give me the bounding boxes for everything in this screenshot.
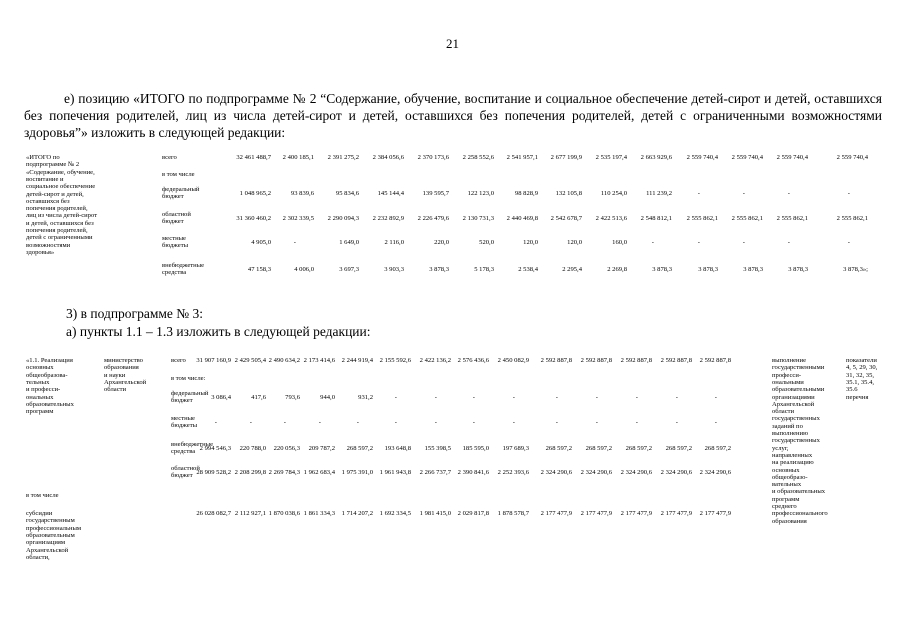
table1-cell: 220,0 (434, 238, 449, 246)
table1-name-line: оставшихся без (26, 197, 70, 205)
table2-cell: 2 208 299,8 (234, 468, 266, 476)
table2-result-line: государственными (772, 364, 825, 372)
table2-subsidy-cell: 1 714 207,2 (341, 510, 373, 517)
table1-cell: 3 878,3 (698, 265, 718, 273)
table2-subsidy-cell: 1 878 578,7 (497, 510, 529, 517)
table2-result-line: образовательными (772, 386, 825, 394)
table2-row-label: бюджет (171, 472, 193, 480)
table2-cell: 2 155 592,6 (379, 357, 411, 364)
table2-executor-line: образования (104, 364, 139, 372)
table1-name-line: детей с ограниченными (26, 234, 93, 242)
table2-cell: 2 324 290,6 (620, 468, 652, 476)
table2-row-label: в том числе: (171, 375, 206, 382)
table2-name-line: и професси- (26, 386, 61, 394)
table1-row-label: областной (162, 211, 191, 218)
page-number: 21 (446, 36, 459, 51)
table1-cell: 93 839,6 (290, 189, 314, 197)
table1-cell: - (742, 238, 745, 246)
table2-cell: 2 592 887,8 (660, 357, 692, 364)
table1-cell: 2 440 469,8 (506, 214, 538, 222)
table2-subsidy-cell: 1 861 334,3 (303, 510, 335, 517)
table1-cell: 4 006,0 (294, 265, 314, 273)
table2-cell: 1 961 943,8 (379, 468, 411, 476)
table1-row-label: внебюджетные (162, 262, 205, 269)
table1-cell: 47 158,3 (247, 265, 271, 273)
table2-cell: 2 592 887,8 (620, 357, 652, 364)
table1-name-line: здоровья» (26, 248, 55, 256)
table2-cell: - (635, 418, 638, 426)
table1-cell: 3 878,3 (429, 265, 449, 273)
table2-cell: - (555, 418, 558, 426)
table2-cell: - (472, 418, 475, 426)
table2-cell: 2 592 887,8 (580, 357, 612, 364)
table1-cell: 3 878,3 (743, 265, 763, 273)
table1-cell: 2 130 731,3 (462, 214, 494, 222)
table1-cell: 2 232 892,9 (372, 214, 404, 222)
table2-subsidy-line: профессиональным (26, 524, 82, 532)
table2-subsidy-line: субсидии (26, 510, 53, 517)
table2-subsidy-line: области, (26, 553, 50, 561)
table1-cell: 98 828,9 (514, 189, 538, 197)
table2-subsidy-cell: 2 177 477,9 (699, 510, 731, 517)
table1-cell: 3 903,3 (384, 265, 404, 273)
section-3-heading: 3) в подпрограмме № 3: (66, 306, 204, 321)
table1-cell: - (651, 238, 654, 246)
table2-name-line: «1.1. Реализация (26, 357, 73, 364)
table2-cell: 2 429 505,4 (234, 357, 266, 364)
table2-row-label: средства (171, 448, 196, 456)
table2-row-label: всего (171, 357, 186, 364)
table2-subsidy-line: Архангельской (26, 546, 69, 554)
table2-cell: 3 086,4 (211, 393, 231, 401)
table2-cell: - (249, 418, 252, 426)
table2-indicator-line: 4, 5, 29, 30, (846, 364, 878, 372)
table1-cell: 160,0 (612, 238, 627, 246)
table2-result-line: Архангельской (772, 400, 815, 408)
table2-cell: 2 324 290,6 (699, 468, 731, 476)
table2-name-line: тельных (26, 378, 50, 386)
table2-cell: - (434, 393, 437, 401)
table2-cell: 417,6 (251, 393, 266, 401)
table1-row-label: федеральный (162, 186, 200, 193)
table1-cell: 139 595,7 (422, 189, 449, 197)
table2-subsidy-cell: 26 028 082,7 (196, 510, 231, 517)
table2-indicator-line: 35.6 (846, 386, 858, 394)
table2-cell: - (675, 418, 678, 426)
table2-cell: 1 975 391,0 (341, 468, 373, 476)
table1-cell: 2 535 197,4 (595, 154, 627, 161)
table2-cell: 155 398,5 (424, 444, 451, 452)
table1-cell: 1 048 965,2 (239, 189, 271, 197)
table1-cell: 4 905,0 (251, 238, 271, 246)
table2-cell: 220 788,0 (239, 444, 266, 452)
table1-cell: 122 123,0 (467, 189, 494, 197)
table1-cell: 111 239,2 (646, 189, 672, 197)
table2-result-line: профессионального (772, 510, 828, 518)
table1-cell: - (697, 238, 700, 246)
table2-cell: 2 592 887,8 (699, 357, 731, 364)
table2-result-line: професси- (772, 371, 802, 379)
table2-cell: - (283, 418, 286, 426)
table2-subsidy-cell: 1 981 415,0 (419, 510, 451, 517)
table2-result-line: выполнению (772, 430, 809, 437)
table1-cell: 2 258 552,6 (462, 154, 494, 161)
table2-subsidy-cell: 2 029 817,8 (457, 510, 489, 517)
table1-cell: 3 878,3»; (843, 265, 868, 273)
table1-cell: 2 541 957,1 (506, 154, 538, 161)
table1-cell: 32 461 488,7 (236, 154, 271, 161)
table1-cell: 120,0 (523, 238, 538, 246)
table2-cell: - (675, 393, 678, 401)
table2-cell: 2 390 841,6 (457, 468, 489, 476)
table2-row-label: областной (171, 465, 200, 472)
table2-cell: 2 592 887,8 (540, 357, 572, 364)
table1-cell: - (787, 189, 790, 197)
table1-cell: 3 878,3 (788, 265, 808, 273)
table1-cell: 2 542 678,7 (550, 214, 582, 222)
table1-row-label: бюджеты (162, 242, 189, 250)
table2-indicator-line: 35.1, 35.4, (846, 378, 875, 386)
table2-row-label: внебюджетные (171, 441, 214, 448)
table1-cell: 95 834,6 (335, 189, 359, 197)
table1-row-label: всего (162, 154, 177, 161)
table2-subsidy-cell: 2 177 477,9 (620, 510, 652, 517)
table2-cell: 2 994 546,3 (199, 444, 231, 452)
table2-cell: - (512, 418, 515, 426)
table2-result-line: государственных (772, 437, 820, 445)
table2-cell: - (512, 393, 515, 401)
table2-result-line: государственных (772, 415, 820, 423)
table2-indicator-line: 31, 32, 35, (846, 371, 875, 379)
table2-name-line: общеобразова- (26, 371, 68, 379)
table2-result-line: заданий по (772, 422, 803, 430)
table2-subsidy-cell: 2 177 477,9 (580, 510, 612, 517)
table2-subsidy-line: организациям (26, 539, 66, 547)
table1-cell: 2 422 513,6 (595, 214, 627, 222)
section-3a-heading: а) пункты 1.1 – 1.3 изложить в следующей редакции: (66, 324, 371, 339)
table2-result-line: вательных (772, 481, 802, 489)
table2-cell: 1 962 683,4 (303, 468, 335, 476)
table2-executor-line: и науки (104, 371, 126, 379)
table1-cell: 2 677 199,9 (550, 154, 582, 161)
table1-cell: 2 269,8 (607, 265, 627, 273)
table1-cell: 2 384 056,6 (372, 154, 404, 161)
table1-cell: 132 105,8 (555, 189, 582, 197)
table1-cell: 2 391 275,2 (327, 154, 359, 161)
table1-cell: 2 559 740,4 (686, 154, 718, 161)
table2-row-label: бюджет (171, 397, 193, 405)
table2-row-label: бюджеты (171, 422, 198, 430)
table1-cell: - (847, 189, 850, 197)
table1-row-label: средства (162, 269, 187, 277)
table2-cell: 268 597,2 (625, 444, 652, 452)
table2-cell: - (635, 393, 638, 401)
table1-cell: 2 400 185,1 (282, 154, 314, 161)
table2-cell: - (555, 393, 558, 401)
table1-cell: 1 649,0 (339, 238, 359, 246)
table2-cell: - (214, 418, 217, 426)
table2-cell: 193 648,8 (384, 444, 411, 452)
table2-cell: 220 056,3 (273, 444, 300, 452)
table2-subsidy-cell: 2 177 477,9 (540, 510, 572, 517)
table1-cell: 2 116,0 (384, 238, 404, 246)
table2-in-that-number: в том числе (26, 492, 59, 499)
table1-cell: 2 663 929,6 (640, 154, 672, 161)
table1-name-line: «ИТОГО по (26, 154, 60, 161)
table2-subsidy-cell: 2 177 477,9 (660, 510, 692, 517)
table1-cell: 2 370 173,6 (417, 154, 449, 161)
table2-cell: - (356, 418, 359, 426)
table2-cell: - (714, 418, 717, 426)
table2-result-line: ональными (772, 378, 804, 386)
table2-cell: 268 597,2 (665, 444, 692, 452)
table2-cell: 2 324 290,6 (660, 468, 692, 476)
table2-cell: 2 269 784,3 (268, 468, 300, 476)
table2-cell: 268 597,2 (704, 444, 731, 452)
table2-result-line: среднего (772, 503, 797, 510)
table2-cell: 268 597,2 (545, 444, 572, 452)
table2-cell: - (595, 393, 598, 401)
table1-row-label: в том числе (162, 171, 195, 178)
intro-paragraph: е) позицию «ИТОГО по подпрограмме № 2 “Содержание, обучение, воспитание и социальное обеспечение детей-сирот и детей, оставшихся без попечения родителей, лиц из числа детей-сирот и детей, оставшихся без попечения родителей, детей с ограниченными возможностями здоровья”» изложить в следующей редакции: (24, 91, 882, 140)
table1-cell: 145 144,4 (377, 189, 404, 197)
table2-subsidy-cell: 2 112 927,1 (234, 510, 266, 517)
table2-cell: 2 252 393,6 (497, 468, 529, 476)
table2-executor-line: области (104, 386, 127, 394)
table1-cell: 2 559 740,4 (776, 154, 808, 161)
table2-cell: - (394, 418, 397, 426)
table1-cell: - (697, 189, 700, 197)
table2-subsidy-line: образовательным (26, 531, 75, 539)
table2-cell: - (394, 393, 397, 401)
table2-subsidy-cell: 1 692 334,5 (379, 510, 411, 517)
table1-cell: 2 538,4 (518, 265, 538, 273)
table1-cell: 120,0 (567, 238, 582, 246)
table2-cell: 197 689,3 (502, 444, 529, 452)
table1-cell: - (847, 238, 850, 246)
table2-cell: 268 597,2 (346, 444, 373, 452)
table2-cell: 268 597,2 (585, 444, 612, 452)
table1-cell: 2 295,4 (562, 265, 582, 273)
table2-cell: 2 244 919,4 (341, 357, 373, 364)
table2-cell: 185 595,0 (462, 444, 489, 452)
table2-cell: 2 324 290,6 (540, 468, 572, 476)
table2-indicator-line: показатели (846, 357, 877, 364)
table2-cell: - (714, 393, 717, 401)
table1-name-line: детей-сирот и детей, (26, 190, 84, 198)
table2-cell: 2 266 737,7 (419, 468, 451, 476)
table1-name-line: попечения родителей, (26, 227, 88, 234)
table1-cell: - (787, 238, 790, 246)
table2-cell: - (595, 418, 598, 426)
table1-name-line: и детей, оставшихся без (26, 219, 94, 227)
table2-executor-line: Архангельской (104, 378, 147, 386)
table1-name-line: подпрограмме № 2 (26, 161, 80, 169)
table1-cell: 2 548 812,1 (640, 214, 672, 222)
table1-name-line: лиц из числа детей-сирот (26, 212, 98, 220)
table1-cell: 2 555 862,1 (836, 214, 868, 222)
table2-result-line: и образовательных (772, 488, 826, 496)
table2-cell: 209 787,2 (308, 444, 335, 452)
table1-name-line: «Содержание, обучение, (26, 168, 95, 176)
table2-result-line: основных (772, 466, 800, 474)
table2-result-line: на реализацию (772, 459, 814, 467)
table1-name-line: попечения родителей, (26, 205, 88, 213)
table1-name-line: социальное обеспечение (26, 183, 96, 191)
table1-cell: 31 360 460,2 (236, 214, 271, 222)
table1-row-label: бюджет (162, 218, 184, 226)
table1-cell: 2 555 862,1 (731, 214, 763, 222)
table2-subsidy-line: государственным (26, 517, 75, 525)
table2-name-line: образовательных (26, 400, 74, 408)
table2-cell: 31 907 160,9 (196, 357, 231, 364)
table2-result-line: области (772, 408, 795, 416)
table1-cell: 2 226 479,6 (417, 214, 449, 222)
table2-cell: 2 450 082,9 (497, 357, 529, 364)
table2-name-line: программ (26, 408, 54, 416)
table1-cell: 2 559 740,4 (836, 154, 868, 161)
table2-cell: 2 576 436,6 (457, 357, 489, 364)
table2-cell: 793,6 (285, 393, 300, 401)
table2-cell: 931,2 (358, 393, 373, 401)
table2-cell: 28 909 528,2 (196, 468, 231, 476)
table2-cell: - (318, 418, 321, 426)
table1-cell: - (293, 238, 296, 246)
table1-cell: 3 697,3 (339, 265, 359, 273)
table1-cell: 2 302 339,5 (282, 214, 314, 222)
table2-result-line: направленных (772, 451, 813, 459)
table2-result-line: услуг, (772, 444, 789, 452)
table2-cell: 2 324 290,6 (580, 468, 612, 476)
table2-row-label: местные (171, 415, 195, 422)
table2-cell: 2 422 136,2 (419, 357, 451, 364)
table2-cell: - (472, 393, 475, 401)
table2-name-line: основных (26, 364, 54, 372)
table1-cell: 2 559 740,4 (731, 154, 763, 161)
table2-result-line: общеобразо- (772, 473, 808, 481)
table1-cell: 3 878,3 (652, 265, 672, 273)
table2-subsidy-cell: 1 870 038,6 (268, 510, 300, 517)
table2-executor-line: министерство (104, 357, 143, 364)
table2-cell: 2 490 634,2 (268, 357, 300, 364)
table1-cell: 2 555 862,1 (686, 214, 718, 222)
table2-result-line: организациями (772, 393, 815, 401)
table2-row-label: федеральный (171, 390, 209, 397)
table2-cell: 944,0 (320, 393, 335, 401)
table1-cell: 5 178,3 (474, 265, 494, 273)
table2-result-line: программ (772, 495, 800, 503)
table1-cell: 2 290 094,3 (327, 214, 359, 222)
table1-cell: 110 254,0 (600, 189, 627, 197)
table2-name-line: ональных (26, 393, 54, 401)
table1-name-line: возможностями (26, 241, 71, 249)
table2-result-line: выполнение (772, 357, 807, 364)
table1-row-label: местные (162, 235, 186, 242)
table1-cell: 520,0 (479, 238, 494, 246)
table2-indicator-line: перечня (846, 393, 869, 401)
table2-cell: - (434, 418, 437, 426)
table1-cell: - (742, 189, 745, 197)
table1-name-line: воспитание и (26, 175, 64, 183)
table2-cell: 2 173 414,6 (303, 357, 335, 364)
table1-row-label: бюджет (162, 193, 184, 201)
table2-result-line: образования (772, 517, 807, 525)
table1-cell: 2 555 862,1 (776, 214, 808, 222)
